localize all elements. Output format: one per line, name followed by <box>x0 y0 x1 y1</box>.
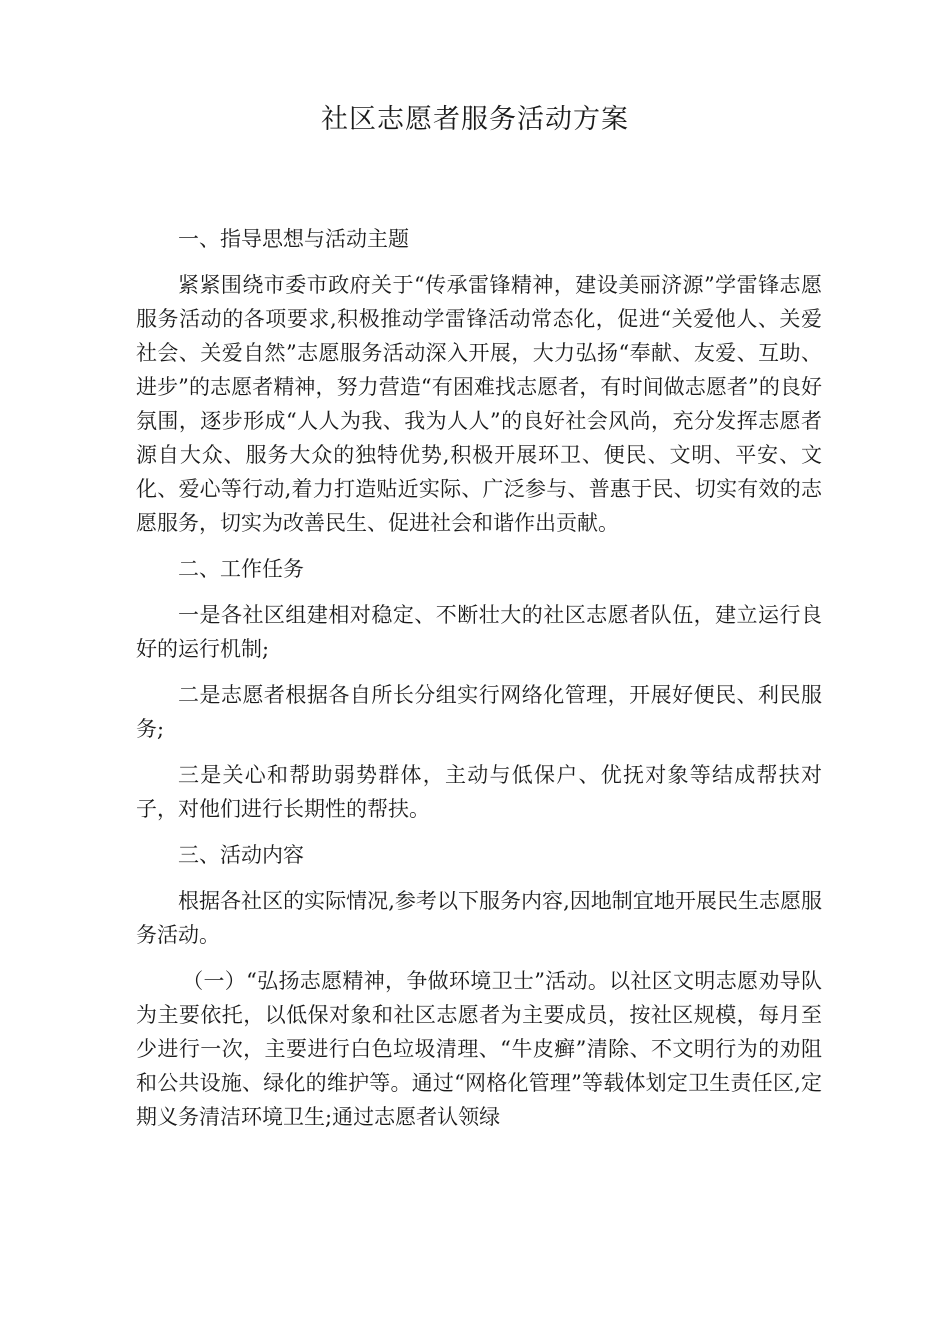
paragraph-guiding-thought: 紧紧围绕市委市政府关于“传承雷锋精神，建设美丽济源”学雷锋志愿服务活动的各项要求,积极推动学雷锋活动常态化，促进“关爱他人、关爱社会、关爱自然”志愿服务活动深入开展，大力弘扬“奉献、友爱、互助、进步”的志愿者精神，努力营造“有困难找志愿者，有时间做志愿者”的良好氛围，逐步形成“人人为我、我为人人”的良好社会风尚，充分发挥志愿者源自大众、服务大众的独特优势,积极开展环卫、便民、文明、平安、文化、爱心等行动,着力打造贴近实际、广泛参与、普惠于民、切实有效的志愿服务，切实为改善民生、促进社会和谐作出贡献。 <box>136 273 822 535</box>
section-heading-guiding-thought: 一、指导思想与活动主题 <box>178 227 409 251</box>
paragraph-activity-item-one: （一）“弘扬志愿精神，争做环境卫士”活动。以社区文明志愿劝导队为主要依托，以低保对象和社区志愿者为主要成员，按社区规模，每月至少进行一次，主要进行白色垃圾清理、“牛皮癣”清除、不文明行为的劝阻和公共设施、绿化的维护等。通过“网格化管理”等载体划定卫生责任区,定期义务清洁环境卫生;通过志愿者认领绿 <box>136 969 822 1129</box>
paragraph-task-two: 二是志愿者根据各自所长分组实行网络化管理，开展好便民、利民服务; <box>136 683 822 741</box>
paragraph-task-three: 三是关心和帮助弱势群体，主动与低保户、优抚对象等结成帮扶对子，对他们进行长期性的帮扶。 <box>136 763 822 821</box>
section-heading-work-tasks: 二、工作任务 <box>178 557 304 581</box>
document-body <box>136 222 822 1146</box>
paragraph-task-one: 一是各社区组建相对稳定、不断壮大的社区志愿者队伍，建立运行良好的运行机制; <box>136 603 822 661</box>
section-heading-activity-content: 三、活动内容 <box>178 843 304 867</box>
document-title: 社区志愿者服务活动方案 <box>321 104 629 135</box>
paragraph-activity-intro: 根据各社区的实际情况,参考以下服务内容,因地制宜地开展民生志愿服务活动。 <box>136 889 822 947</box>
